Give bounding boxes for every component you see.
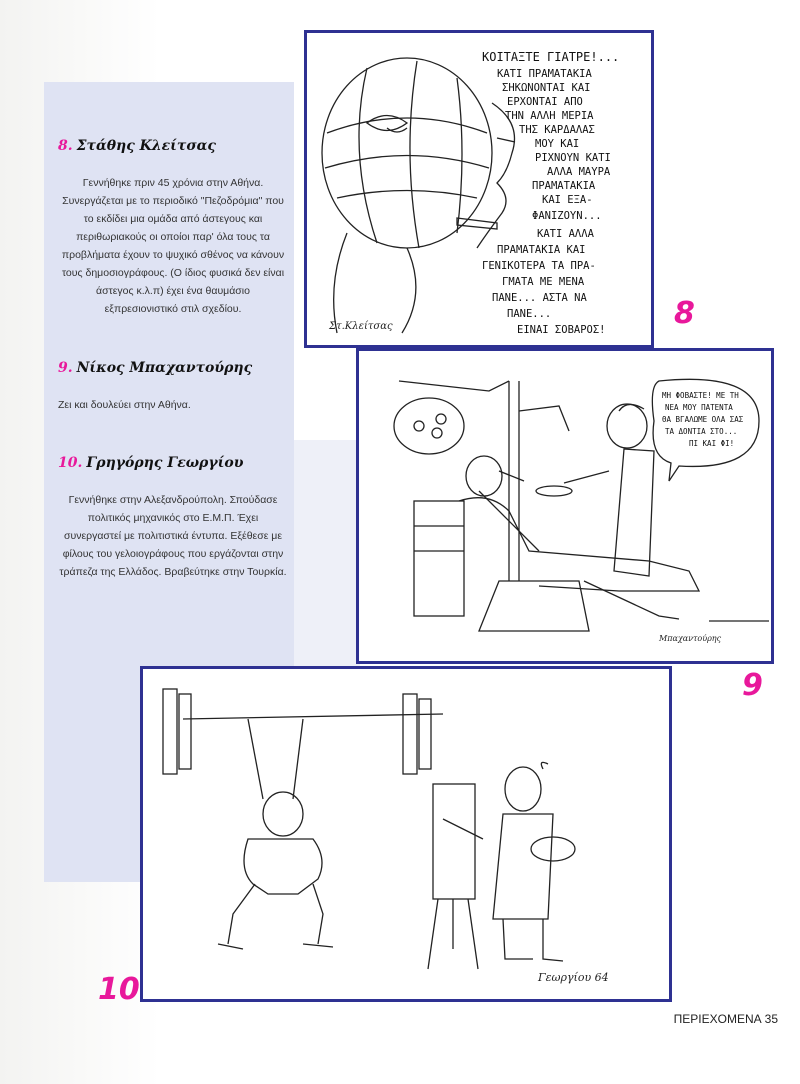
speech-line: ΚΑΤΙ ΠΡΑΜΑΤΑΚΙΑ bbox=[497, 68, 592, 80]
speech-line: ΕΡΧΟΝΤΑΙ ΑΠΟ bbox=[507, 96, 583, 108]
page-number: 35 bbox=[764, 1012, 778, 1026]
column-shadow bbox=[294, 440, 360, 670]
speech-line: ΜΗ ΦΟΒΑΣΤΕ! ΜΕ ΤΗ bbox=[662, 391, 739, 400]
cartoon-10-drawing bbox=[143, 669, 669, 999]
artist-heading bbox=[58, 138, 288, 154]
speech-line: ΤΗΝ ΑΛΛΗ ΜΕΡΙΑ bbox=[505, 110, 594, 122]
cartoon-9-speech bbox=[662, 391, 744, 448]
artist-bio: Ζει και δουλεύει στην Αθήνα. bbox=[58, 399, 191, 411]
cartoon-10-signature: Γεωργίου 64 bbox=[538, 971, 609, 984]
speech-line: ΠΡΑΜΑΤΑΚΙΑ ΚΑΙ bbox=[497, 244, 586, 256]
cartoon-8-frame bbox=[304, 30, 654, 348]
cartoon-9-frame bbox=[356, 348, 774, 664]
speech-line: ΕΙΝΑΙ ΣΟΒΑΡΟΣ! bbox=[517, 324, 606, 336]
speech-line: ΓΕΝΙΚΟΤΕΡΑ ΤΑ ΠΡΑ- bbox=[482, 260, 596, 272]
speech-line: ΝΕΑ ΜΟΥ ΠΑΤΕΝΤΑ bbox=[665, 403, 733, 412]
artist-heading bbox=[58, 360, 288, 376]
artist-entry-8 bbox=[58, 138, 288, 318]
cartoon-9-drawing bbox=[359, 351, 771, 661]
artist-entry-10 bbox=[58, 455, 288, 581]
speech-line: ΦΑΝΙΖΟΥΝ... bbox=[532, 210, 602, 222]
speech-line: ΤΗΣ ΚΑΡΔΑΛΑΣ bbox=[519, 124, 595, 136]
speech-line: ΚΑΙ ΕΞΑ- bbox=[542, 194, 593, 206]
artist-name: Γρηγόρης Γεωργίου bbox=[86, 455, 244, 471]
artist-number: 9. bbox=[58, 360, 73, 376]
artist-number: 10. bbox=[58, 455, 83, 471]
artist-number: 8. bbox=[58, 138, 73, 154]
speech-line: ΠΑΝΕ... ΑΣΤΑ ΝΑ bbox=[492, 292, 587, 304]
speech-line: ΓΜΑΤΑ ΜΕ ΜΕΝΑ bbox=[502, 276, 585, 288]
speech-line: ΡΙΧΝΟΥΝ ΚΑΤΙ bbox=[535, 152, 611, 164]
cartoon-8-label: 8 bbox=[674, 296, 695, 331]
page-footer bbox=[674, 1012, 778, 1026]
artist-name: Στάθης Κλείτσας bbox=[76, 138, 216, 154]
speech-line: ΣΗΚΩΝΟΝΤΑΙ ΚΑΙ bbox=[502, 82, 591, 94]
speech-line: ΘΑ ΒΓΑΛΩΜΕ ΟΛΑ ΣΑΣ bbox=[662, 415, 744, 424]
cartoon-9-signature: Μπαχαντούρης bbox=[659, 634, 722, 643]
cartoon-9-label: 9 bbox=[742, 668, 763, 703]
artist-bio: Γεννήθηκε στην Αλεξανδρούπολη. Σπούδασε πολιτικός μηχανικός στο Ε.Μ.Π. Έχει συνεργαστεί με πολιτιστικά έντυπα. Εξέθεσε με φίλους του γελοιογράφους που εργάζονται στην τράπεζα της Ελλάδος. Βραβεύτηκε στην Τουρκία. bbox=[59, 494, 287, 578]
speech-line: ΠΙ ΚΑΙ ΦΙ! bbox=[689, 439, 735, 448]
speech-line: ΚΟΙΤΑΞΤΕ ΓΙΑΤΡΕ!... bbox=[482, 50, 620, 64]
cartoon-10-frame bbox=[140, 666, 672, 1002]
cartoon-8-signature: Στ.Κλείτσας bbox=[329, 321, 393, 332]
speech-line: ΤΑ ΔΟΝΤΙΑ ΣΤΟ... bbox=[665, 427, 738, 436]
artist-name: Νίκος Μπαχαντούρης bbox=[76, 360, 253, 376]
speech-line: ΠΡΑΜΑΤΑΚΙΑ bbox=[532, 180, 596, 192]
speech-line: ΑΛΛΑ ΜΑΥΡΑ bbox=[547, 166, 611, 178]
artist-heading bbox=[58, 455, 288, 471]
footer-section: ΠΕΡΙΕΧΟΜΕΝΑ bbox=[673, 1012, 762, 1026]
speech-line: ΜΟΥ ΚΑΙ bbox=[535, 138, 580, 150]
cartoon-8-speech bbox=[482, 50, 619, 336]
speech-line: ΠΑΝΕ... bbox=[507, 308, 552, 320]
artist-entry-9 bbox=[58, 360, 288, 414]
cartoon-10-label: 10 bbox=[98, 972, 140, 1007]
artist-bio: Γεννήθηκε πριν 45 χρόνια στην Αθήνα. Συνεργάζεται με το περιοδικό "Πεζοδρόμια" που το εκδίδει μια ομάδα από άστεγους και περιθωριακούς οι οποίοι παρ' όλα τους τα προβλήματα έχουν το ψυχικό σθένος να κάνουν τους δημοσιογράφους. (Ο ίδιος φυσικά δεν είναι άστεγος κ.λ.π) έχει ένα θαυμάσιο εξπρεσιονιστικό στιλ σχεδίου. bbox=[61, 177, 285, 315]
cartoon-8-drawing bbox=[307, 33, 651, 345]
speech-line: ΚΑΤΙ ΑΛΛΑ bbox=[537, 228, 594, 240]
